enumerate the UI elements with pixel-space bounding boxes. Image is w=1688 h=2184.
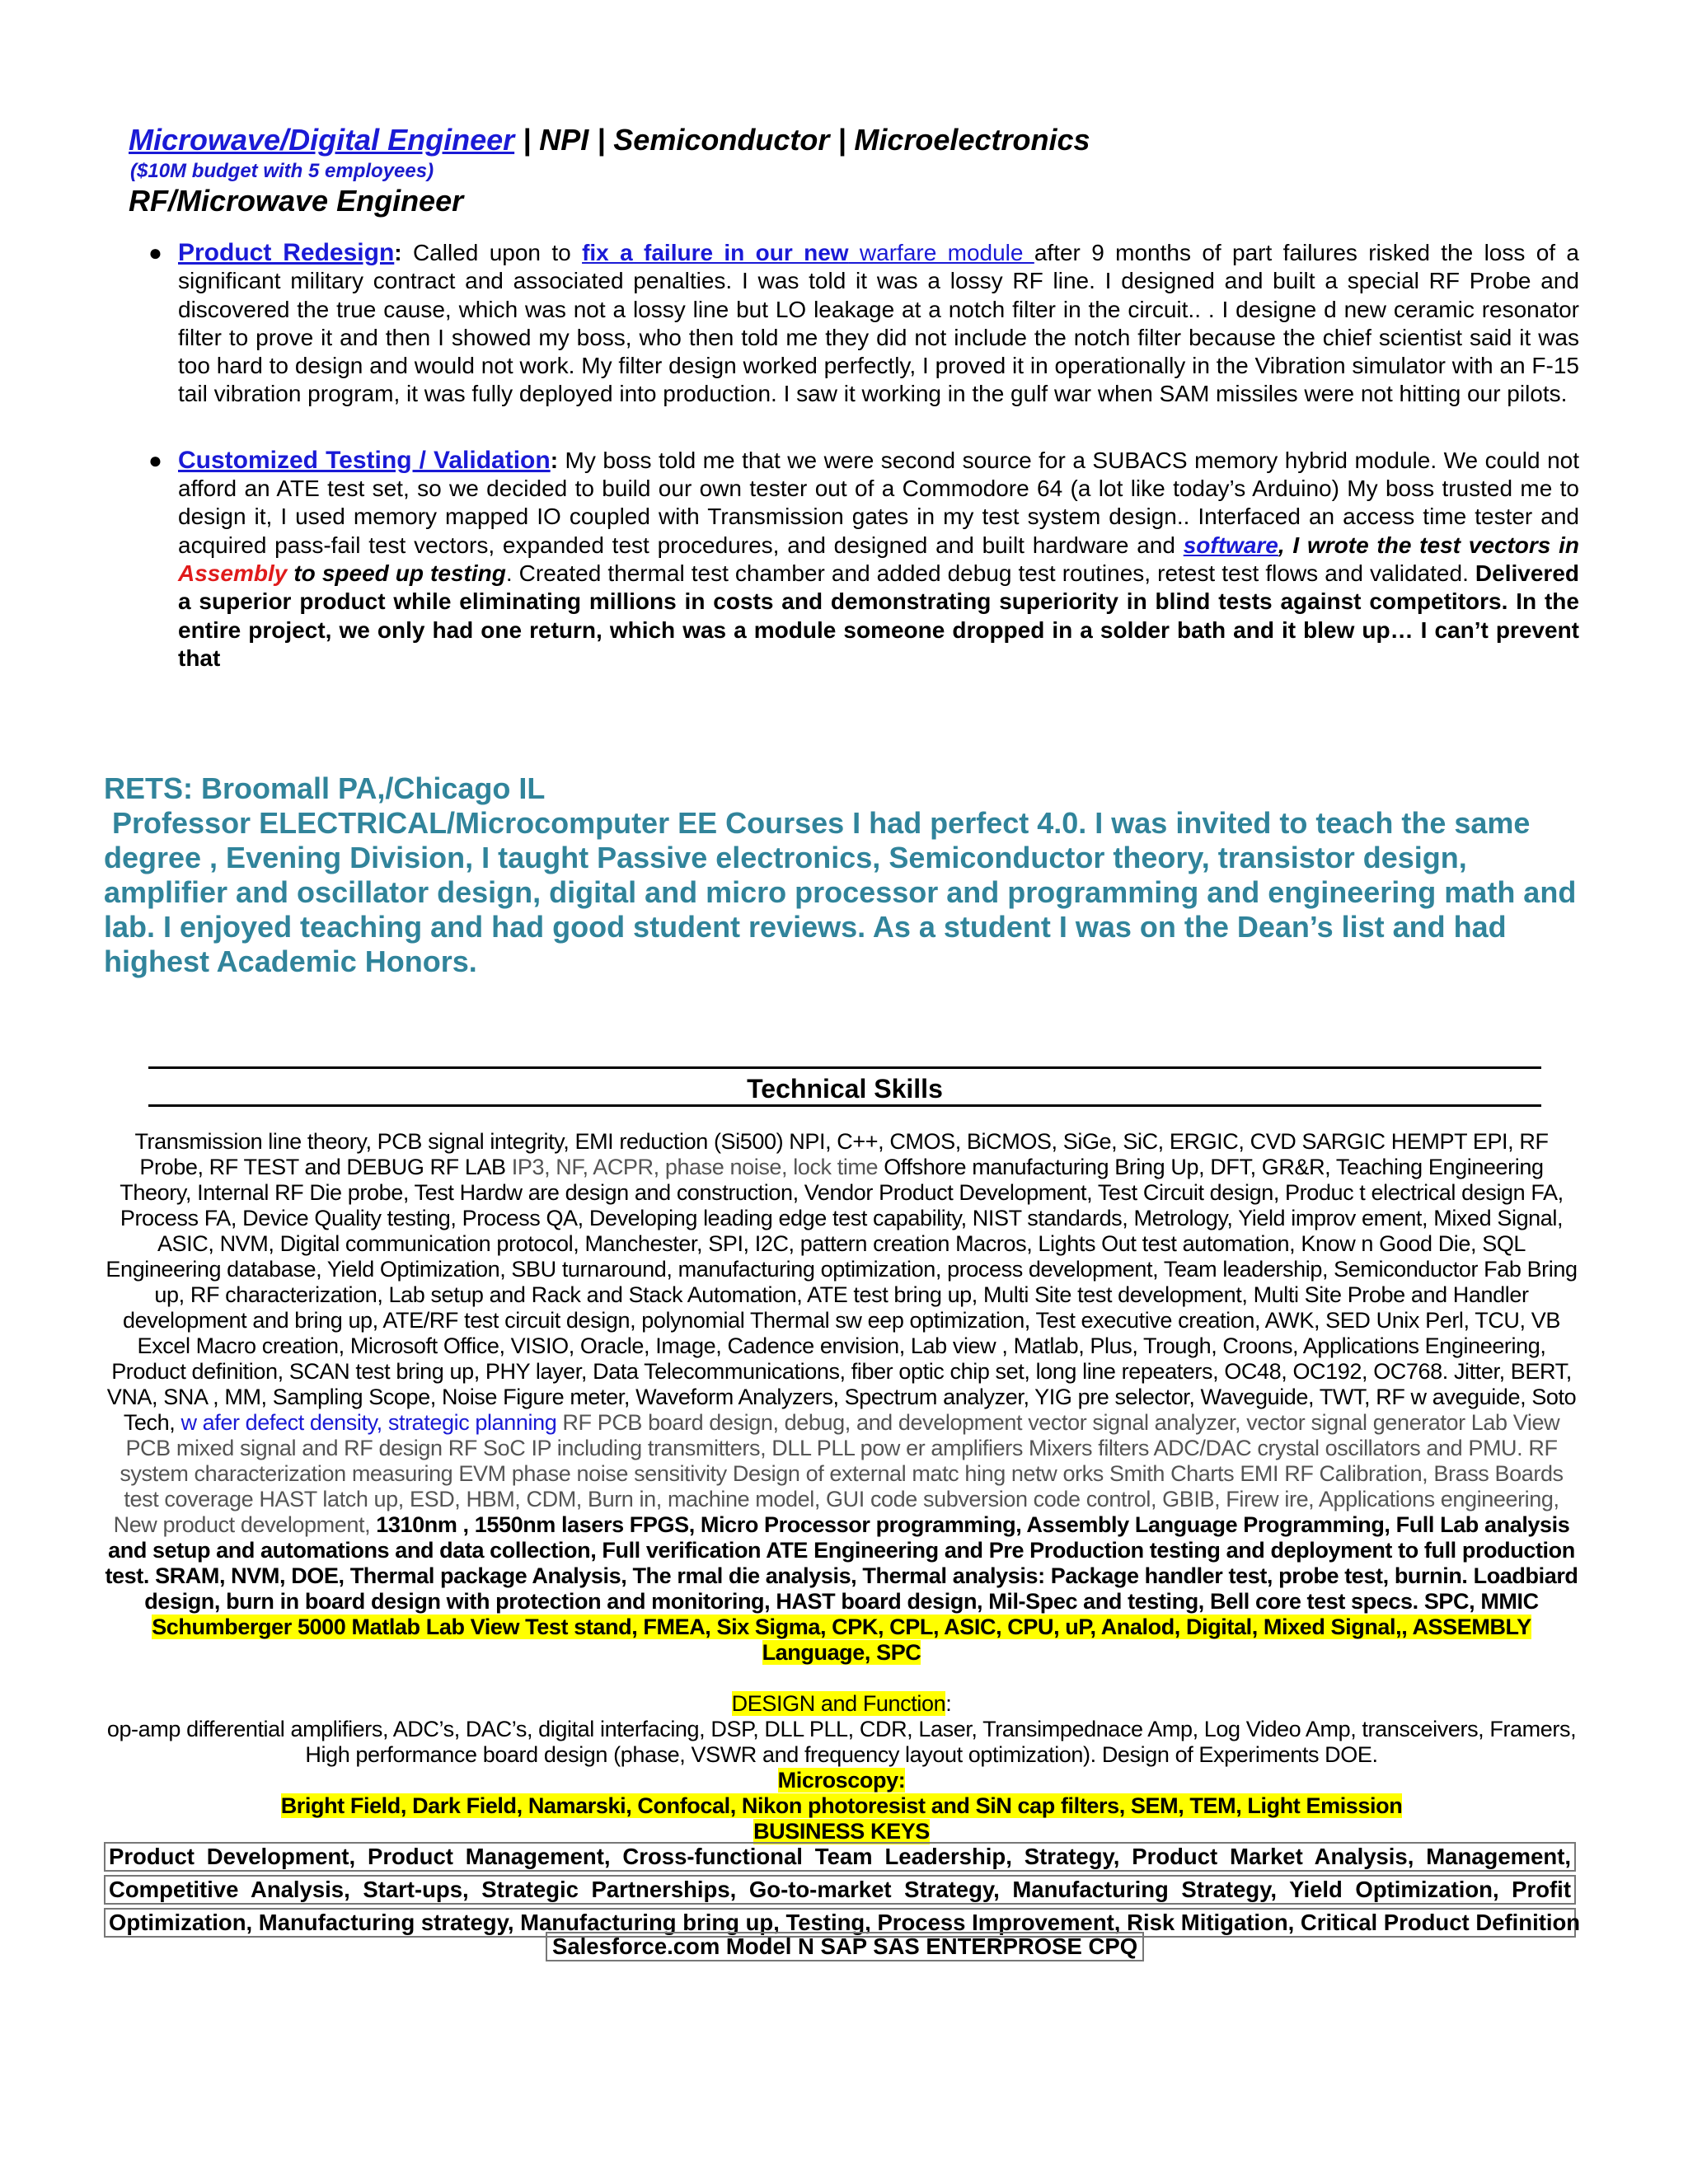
business-keys-row: Optimization, Manufacturing strategy, Manufacturing bring up, Testing, Process Improvement, Risk Mitigation, Critical Product Definition [104, 1908, 1576, 1938]
bullet-customized-testing [148, 447, 1579, 673]
assembly-text: Assembly [178, 560, 288, 586]
bullet-text: , I wrote the test vectors in [1278, 532, 1580, 558]
skills-highlight: Schumberger 5000 Matlab Lab View Test stand, FMEA, Six Sigma, CPK, CPL, ASIC, CPU, uP, Analod, Digital, Mixed Signal,, ASSEMBLY Language, SPC [152, 1615, 1531, 1665]
skills-text: Transmission line theory, PCB signal integrity, EMI reduction (Si500) NPI, C++, CMOS, BiCMOS, SiGe, SiC, ERGIC, CVD SARGIC HEMPT EPI, RF Probe, RF TEST and DEBUG RF LAB [134, 1129, 1549, 1179]
experience-bullets [148, 239, 1579, 673]
microscopy-text: Bright Field, Dark Field, Namarski, Confocal, Nikon photoresist and SiN cap filters, SEM, TEM, Light Emission [280, 1793, 1403, 1818]
design-label: DESIGN and Function [731, 1691, 946, 1716]
business-keys-row: Product Development, Product Management, Cross-functional Team Leadership, Strategy, Product Market Analysis, Management, [104, 1842, 1576, 1872]
budget-note: ($10M budget with 5 employees) [130, 160, 434, 182]
bullet-product-redesign [148, 239, 1579, 409]
spacer [104, 1666, 1579, 1691]
design-text: op-amp differential amplifiers, ADC’s, DAC’s, digital interfacing, DSP, DLL PLL, CDR, Laser, Transimpednace Amp, Log Video Amp, transceivers, Framers, High performance board design (phase, VSWR and frequency layout optimization). Design of Experiments DOE. [106, 1717, 1577, 1767]
title-link[interactable]: Microwave/Digital Engineer [129, 123, 515, 157]
bullet-link[interactable]: fix a failure in our new [582, 240, 849, 265]
technical-skills-body [104, 1129, 1579, 1844]
bullet-text: to speed up testing [287, 560, 506, 586]
rets-heading: RETS: Broomall PA,/Chicago IL [104, 771, 546, 805]
role-title: RF/Microwave Engineer [129, 184, 464, 218]
skills-link[interactable]: w afer defect density, [181, 1410, 382, 1435]
microscopy-text-line [104, 1793, 1579, 1819]
technical-skills-title: Technical Skills [747, 1074, 943, 1104]
bullet-dot-icon: ● [148, 447, 162, 473]
design-section [104, 1691, 1579, 1717]
rets-body: Professor ELECTRICAL/Microcomputer EE Courses I had perfect 4.0. I was invited to teach the same degree , Evening Division, I taught Passive electronics, Semiconductor theory, transistor design, amplifier and oscillator design, digital and micro processor and programming and engineering math and lab. I enjoyed teaching and had good student reviews. As a student I was on the Dean’s list and had highest Academic Honors. [104, 806, 1577, 978]
bullet-text: Called upon to [401, 240, 583, 265]
skills-paragraph [104, 1129, 1579, 1666]
business-keys-tools: Salesforce.com Model N SAP SAS ENTERPROSE CPQ [546, 1932, 1144, 1961]
skills-text: RF PCB board design, debug, and development vector signal analyzer, vector signal generator Lab View PCB mixed signal and RF design RF SoC IP including transmitters, DLL PLL pow er amplifiers Mixers filters ADC/DAC crystal oscillators and PMU. RF system characterization measuring EVM phase noise sensitivity Design of external matc hing netw orks Smith Charts EMI RF Calibration, Brass Boards test coverage HAST latch up, ESD, HBM, CDM, Burn in, machine model, GUI code subversion code control, GBIB, Firew ire, Applications engineering, New product development, [113, 1410, 1564, 1537]
skills-text: Offshore manufacturing Bring Up, DFT, GR&R, Teaching Engineering Theory, Internal RF Die probe, Test Hardw are design and construction, Vendor Product Development, Test Circuit design, Produc t electrical design FA, Process FA, Device Quality testing, Process QA, Developing leading edge test capability, NIST standards, Metrology, Yield improv ement, Mixed Signal, ASIC, NVM, Digital communication protocol, Manchester, SPI, I2C, pattern creation Macros, Lights Out test automation, Know n Good Die, SQL Engineering database, Yield Optimization, SBU turnaround, manufacturing optimization, process development, Team leadership, Semiconductor Fab Bring up, RF characterization, Lab setup and Rack and Stack Automation, ATE test bring up, Multi Site test development, Multi Site Probe and Handler development and bring up, ATE/RF test circuit design, polynomial Thermal sw eep optimization, Test executive creation, AWK, SED Unix Perl, TCU, VB Excel Macro creation, Microsoft Office, VISIO, Oracle, Image, Cadence envision, Lab view , Matlab, Plus, Trough, Croons, Applications Engineering, Product definition, SCAN test bring up, PHY layer, Data Telecommunications, fiber optic chip set, long line repeaters, OC48, OC192, OC768. Jitter, BERT, VNA, SNA , MM, Sampling Scope, Noise Figure meter, Waveform Analyzers, Spectrum analyzer, YIG pre selector, Waveguide, TWT, RF w aveguide, Soto Tech, [106, 1155, 1578, 1435]
title-rest: | NPI | Semiconductor | Microelectronics [514, 123, 1090, 157]
divider-bottom [148, 1104, 1541, 1107]
business-keys-title: BUSINESS KEYS [753, 1819, 930, 1844]
bullet-title: Customized Testing / Validation [178, 446, 551, 474]
bullet-colon: : [394, 240, 402, 265]
business-keys-row: Competitive Analysis, Start-ups, Strategic Partnerships, Go-to-market Strategy, Manufacturing Strategy, Yield Optimization, Profit [104, 1875, 1576, 1905]
software-link[interactable]: software [1183, 532, 1278, 558]
microscopy-label: Microscopy: [777, 1768, 906, 1793]
bullet-text: after 9 months of part failures risked the loss of a significant military contract and associated penalties. I was told it was a lossy RF line. I designed and built a special RF Probe and discovered the true cause, which was not a lossy line but LO leakage at a notch filter in the circuit.. . I designe d new ceramic resonator filter to prove it and then I showed my boss, who then told me they did not include the notch filter because the chief scientist said it was too hard to design and would not work. My filter design worked perfectly, I proved it in operationally in the Vibration simulator with an F-15 tail vibration program, it was fully deployed into production. I saw it working in the gulf war when SAM missiles were not hitting our pilots. [178, 240, 1579, 407]
skills-link[interactable]: strategic planning [387, 1410, 557, 1435]
bullet-text: My boss told me that we were second source for a SUBACS memory hybrid module. We could not afford an ATE test set, so we decided to build our own tester out of a Commodore 64 (a lot like today’s Arduino) My boss trusted me to design it, I used memory mapped IO coupled with Transmission gates in my test system design.. Interfaced an access time tester and acquired pass-fail test vectors, expanded test procedures, and designed and built hardware and [178, 447, 1579, 558]
bullet-text: . Created thermal test chamber and added debug test routines, retest test flows and validated. [505, 560, 1475, 586]
header-title [129, 120, 1596, 160]
skills-text: 1310nm , 1550nm lasers FPGS, Micro Processor programming, Assembly Language Programming, Full Lab analysis and setup and automations and data collection, Full verification ATE Engineering and Pre Production testing and deployment to full production test. SRAM, NVM, DOE, Thermal package Analysis, The rmal die analysis, Thermal analysis: Package handler test, probe test, burnin. Loadbiard design, burn in board design with protection and monitoring, HAST board design, Mil-Spec and testing, Bell core test specs. SPC, MMIC [105, 1512, 1578, 1614]
skills-text: IP3, NF, ACPR, phase noise, lock time [511, 1155, 879, 1179]
bullet-link[interactable]: warfare module [848, 240, 1034, 265]
bullet-text: Delivered a superior product while eliminating millions in costs and demonstrating superiority in blind tests against competitors. In the entire project, we only had one return, which was a module someone dropped in a solder bath and it blew up… I can’t prevent that [178, 560, 1579, 671]
business-keys-heading [104, 1819, 1579, 1844]
business-keys-table [104, 1842, 1581, 1941]
divider-top [148, 1066, 1541, 1069]
bullet-dot-icon: ● [148, 240, 162, 265]
bullet-title: Product Redesign [178, 239, 395, 266]
resume-header [129, 120, 1596, 219]
rets-section [104, 771, 1579, 979]
skills-text [382, 1410, 388, 1435]
microscopy-section [104, 1768, 1579, 1793]
design-colon: : [945, 1691, 952, 1716]
bullet-colon: : [550, 447, 559, 473]
